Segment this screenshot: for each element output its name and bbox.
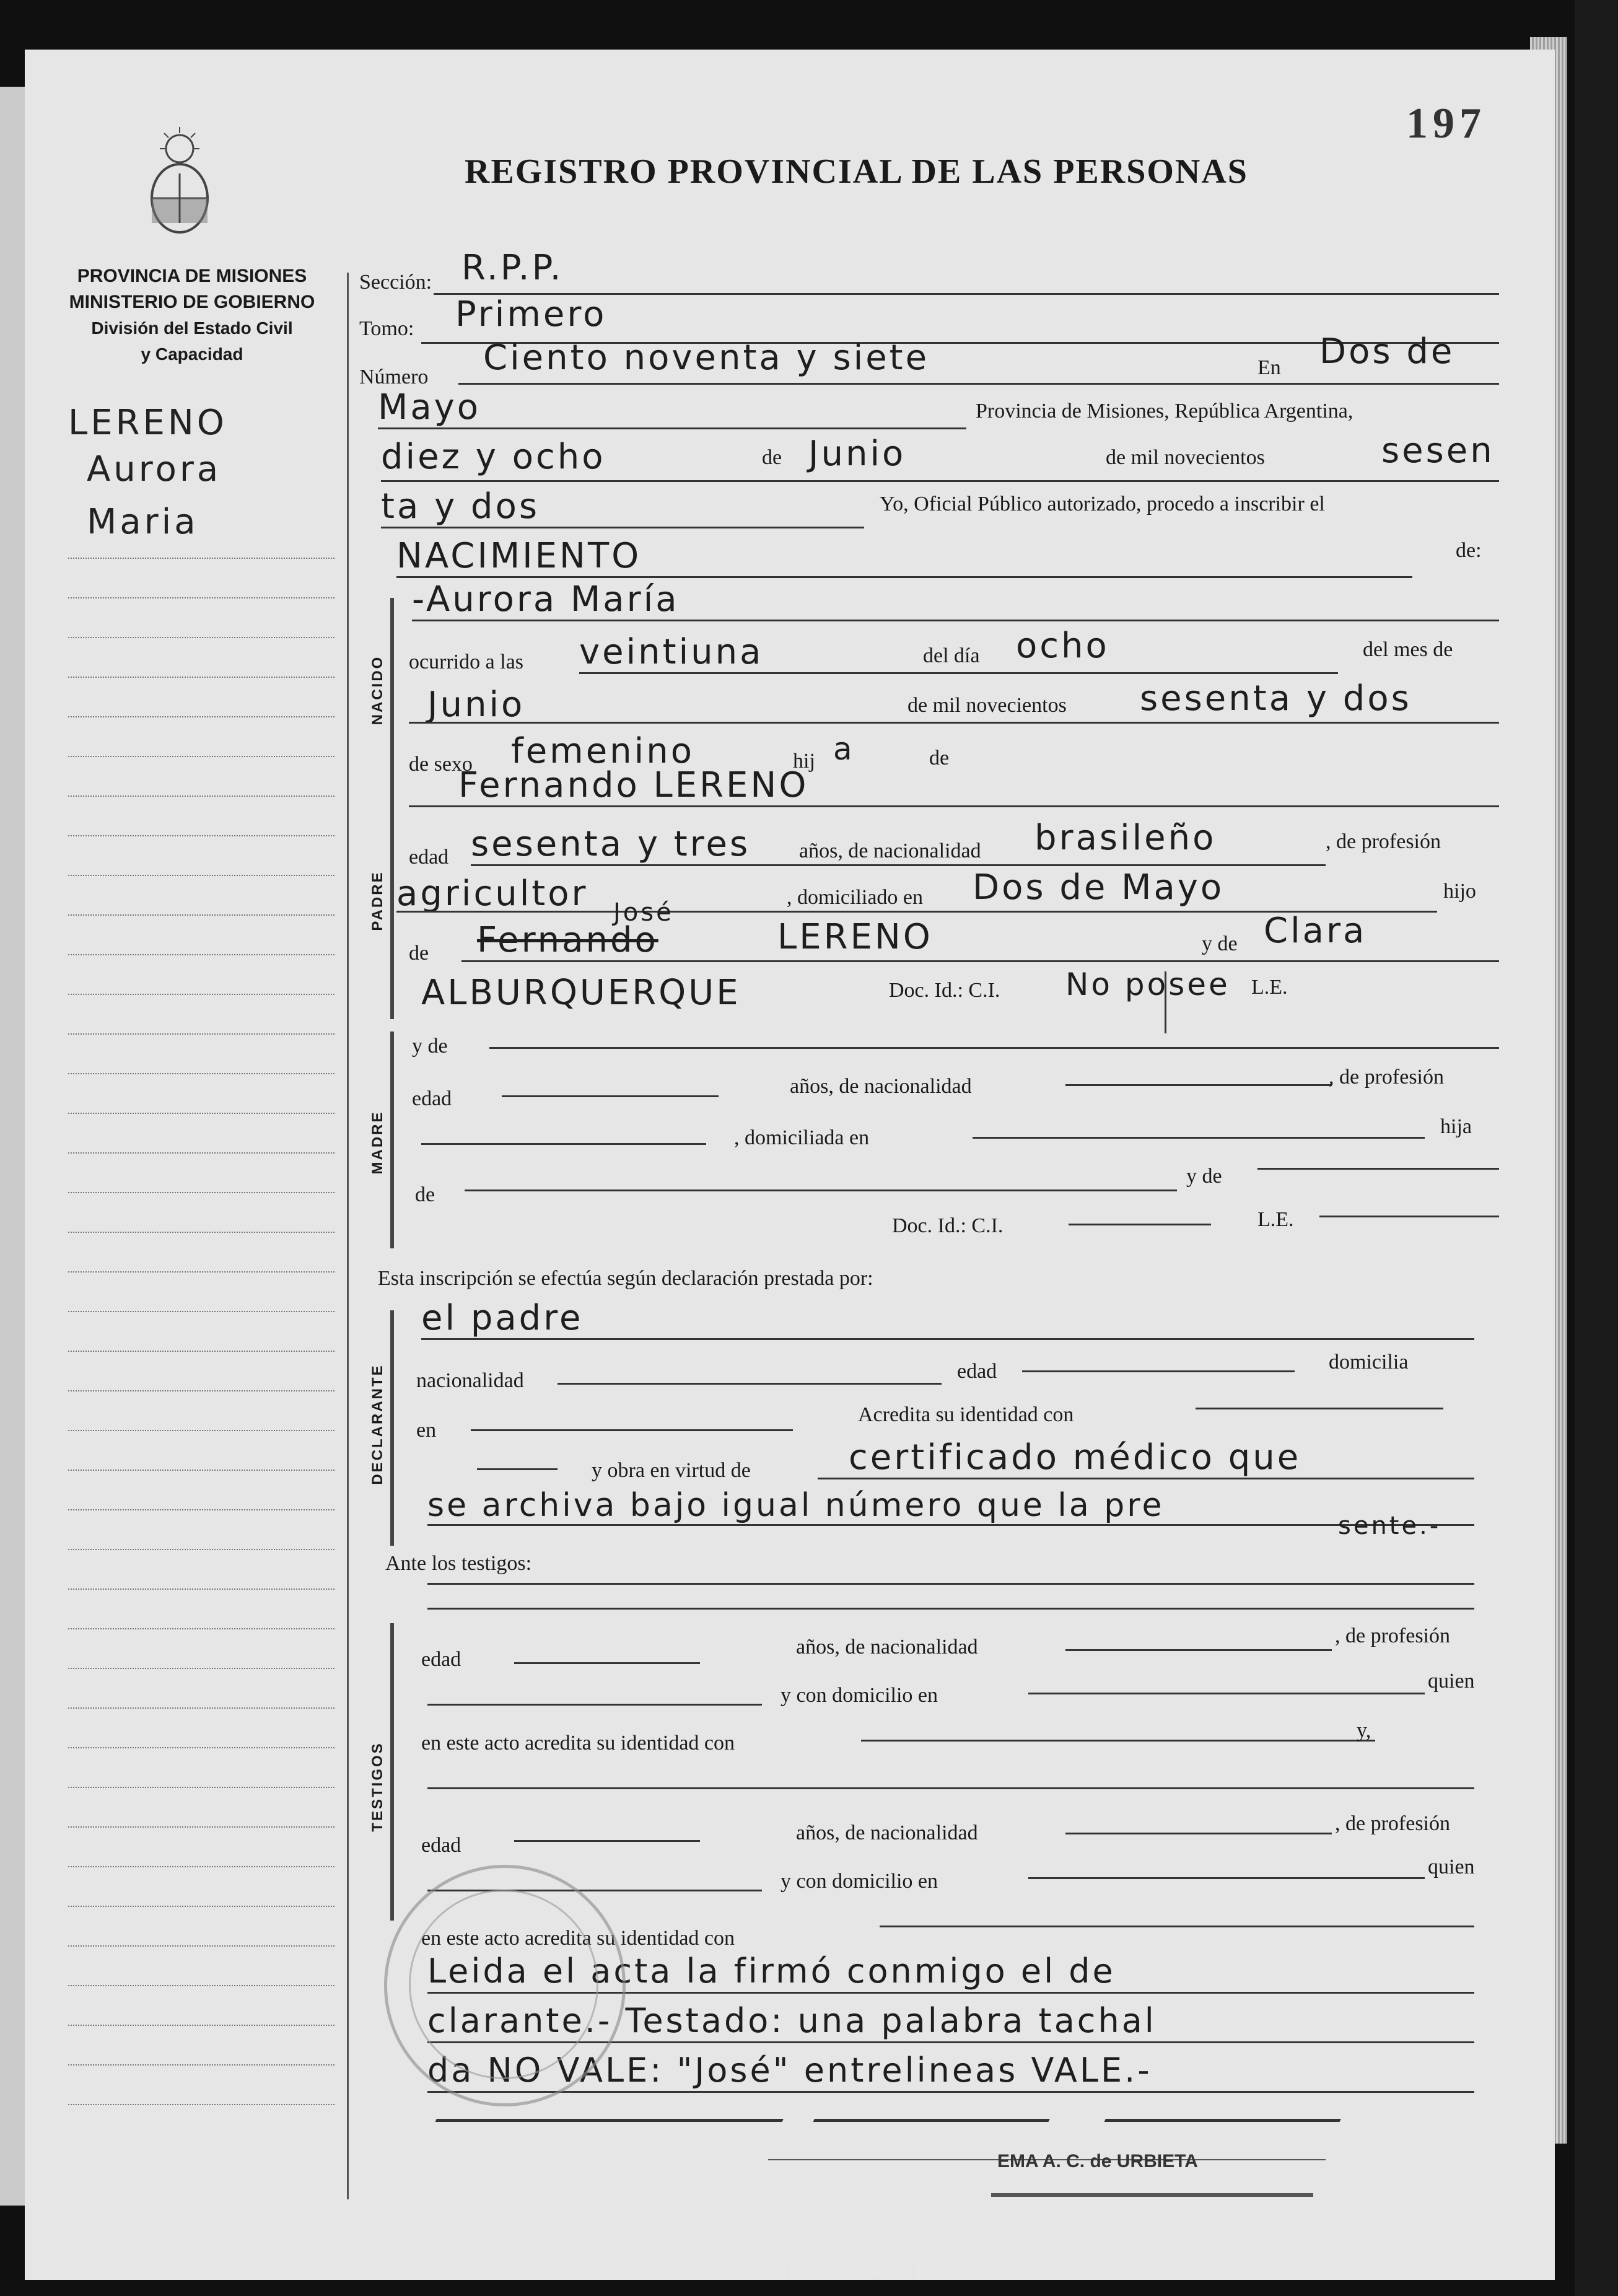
- rule: [396, 576, 1412, 578]
- margin-secondname: Maria: [87, 502, 199, 542]
- rule: [1065, 1649, 1332, 1651]
- t1-acredita-label: en este acto acredita su identidad con: [421, 1732, 735, 1755]
- margin-rule-line: [68, 677, 335, 678]
- margin-rule-line: [68, 795, 335, 797]
- rule: [378, 427, 966, 429]
- father-age: sesenta y tres: [471, 824, 751, 864]
- rule: [471, 1429, 793, 1431]
- hijo-label: hijo: [1443, 880, 1476, 903]
- rule: [1196, 1408, 1443, 1409]
- madre-le-label: L.E.: [1257, 1208, 1294, 1231]
- margin-rule-line: [68, 1271, 335, 1273]
- rule: [409, 722, 1499, 724]
- padre-doc-value: No posee: [1065, 966, 1230, 1002]
- padre-le-label: L.E.: [1251, 976, 1288, 999]
- margin-rule-line: [68, 954, 335, 955]
- birth-month-value: Junio: [427, 685, 525, 725]
- domicilia-label: domicilia: [1329, 1351, 1409, 1374]
- month-value: Junio: [808, 434, 906, 474]
- nacido-section-label: NACIDO: [369, 655, 386, 725]
- issuing-office: [50, 263, 335, 367]
- closing-line1: Leida el acta la firmó conmigo el de: [427, 1952, 1116, 1991]
- org-division: División del Estado Civil: [91, 318, 293, 338]
- rule: [471, 864, 1326, 866]
- margin-rule-line: [68, 1509, 335, 1510]
- t1-domicilio-label: y con domicilio en: [781, 1684, 938, 1707]
- margin-rule-line: [68, 1430, 335, 1431]
- rule: [1028, 1877, 1425, 1879]
- margin-rule-line: [68, 1311, 335, 1312]
- rule: [880, 1926, 1474, 1927]
- margin-rule-line: [68, 1033, 335, 1035]
- margin-rule-line: [68, 1747, 335, 1748]
- margin-rule-line: [68, 1549, 335, 1550]
- nacido-bracket: [390, 598, 394, 784]
- rule: [381, 480, 1499, 482]
- officer-signature: [1104, 2075, 1362, 2122]
- en-label: En: [1257, 356, 1281, 379]
- rule: [421, 1338, 1474, 1340]
- del-mes-label: del mes de: [1363, 638, 1453, 661]
- margin-rule-line: [68, 994, 335, 995]
- margin-rule-line: [68, 1628, 335, 1629]
- rule: [465, 1190, 1177, 1191]
- rule: [514, 1840, 700, 1842]
- madre-y-de-label: y de: [412, 1035, 448, 1058]
- seccion-value: R.P.P.: [461, 248, 564, 288]
- rule: [1022, 1370, 1295, 1372]
- margin-rule-line: [68, 2104, 335, 2105]
- ocurrido-label: ocurrido a las: [409, 651, 524, 673]
- national-seal-icon: [142, 124, 217, 248]
- madre-edad-label: edad: [412, 1087, 452, 1110]
- rule: [458, 383, 1499, 385]
- rule: [514, 1662, 700, 1664]
- father-profession: agricultor: [396, 874, 588, 914]
- rule: [477, 1468, 558, 1470]
- margin-rule-line: [68, 1113, 335, 1114]
- rule: [427, 1787, 1474, 1789]
- org-ministry: MINISTERIO DE GOBIERNO: [69, 292, 315, 312]
- margin-rule-line: [68, 1351, 335, 1352]
- year-value-b: ta y dos: [381, 486, 540, 527]
- nacido-de-label: de: [929, 747, 950, 769]
- declarante-edad-label: edad: [957, 1360, 997, 1383]
- margin-rule-line: [68, 914, 335, 916]
- del-dia-label: del día: [923, 644, 980, 667]
- t1-y-label: y,: [1357, 1719, 1371, 1742]
- grandmother-name: Clara: [1264, 911, 1367, 951]
- t2-anios-label: años, de nacionalidad: [796, 1821, 978, 1844]
- margin-rule-line: [68, 1390, 335, 1391]
- numero-value: Ciento noventa y siete: [483, 338, 930, 378]
- rule: [558, 1383, 942, 1385]
- rule: [489, 1047, 1499, 1049]
- margin-rule-line: [68, 1826, 335, 1828]
- father-domicile: Dos de Mayo: [973, 867, 1225, 908]
- ante-testigos-label: Ante los testigos:: [385, 1552, 532, 1575]
- provincia-text: Provincia de Misiones, República Argentina,: [976, 400, 1353, 423]
- padre-edad-label: edad: [409, 846, 449, 869]
- rule: [579, 672, 1338, 674]
- act-type: NACIMIENTO: [396, 536, 642, 576]
- rule: [502, 1095, 719, 1097]
- birth-year-value: sesenta y dos: [1140, 678, 1412, 719]
- declarante-nacionalidad-label: nacionalidad: [416, 1369, 524, 1392]
- declarante-bracket: [390, 1310, 394, 1546]
- rule: [1257, 1168, 1499, 1170]
- domiciliada-label: , domiciliada en: [734, 1126, 870, 1149]
- margin-rule-line: [68, 1707, 335, 1709]
- madre-section-label: MADRE: [369, 1110, 386, 1175]
- sexo-label: de sexo: [409, 753, 473, 776]
- margin-rule-line: [68, 1470, 335, 1471]
- book-spine: [1575, 0, 1618, 2296]
- page-number: 197: [1406, 100, 1486, 147]
- birth-day-value: ocho: [1016, 626, 1109, 666]
- seccion-label: Sección:: [359, 271, 432, 294]
- rule: [1069, 1224, 1211, 1225]
- margin-rule-line: [68, 1787, 335, 1788]
- padre-de-label: de: [409, 942, 429, 965]
- padre-y-de-label: y de: [1202, 932, 1238, 955]
- rule: [818, 1478, 1474, 1479]
- t2-edad-label: edad: [421, 1834, 461, 1857]
- margin-rule-line: [68, 1945, 335, 1947]
- tomo-value: Primero: [455, 294, 607, 335]
- closing-line3: da NO VALE: "José" entrelineas VALE.-: [427, 2051, 1152, 2090]
- margin-rule-line: [68, 835, 335, 836]
- rule: [427, 1704, 762, 1706]
- rule: [1028, 1693, 1425, 1694]
- officer-stamp-name: EMA A. C. de URBIETA: [997, 2151, 1198, 2171]
- madre-doc-label: Doc. Id.: C.I.: [892, 1214, 1004, 1237]
- grandmother-surname: ALBURQUERQUE: [421, 973, 741, 1013]
- tomo-label: Tomo:: [359, 317, 414, 340]
- margin-rule-line: [68, 1985, 335, 1986]
- madre-profesion-label: , de profesión: [1329, 1066, 1445, 1089]
- day-value: diez y ocho: [381, 437, 606, 477]
- t1-profesion-label: , de profesión: [1335, 1624, 1451, 1647]
- margin-surname: LERENO: [68, 403, 227, 443]
- padre-profesion-label: , de profesión: [1326, 830, 1441, 853]
- inscripcion-text: Esta inscripción se efectúa según declaración prestada por:: [378, 1267, 873, 1290]
- margin-rule-line: [68, 1232, 335, 1233]
- official-stamp-inner-icon: [409, 1890, 598, 2079]
- t1-anios-label: años, de nacionalidad: [796, 1636, 978, 1658]
- margin-rule-line: [68, 1588, 335, 1590]
- margin-rule-line: [68, 637, 335, 638]
- grandfather-struck: Fernando: [477, 920, 658, 960]
- declarant-signature: [435, 2075, 804, 2122]
- margin-rule-line: [68, 2025, 335, 2026]
- declarante-section-label: DECLARANTE: [369, 1364, 386, 1485]
- margin-rule-line: [68, 875, 335, 876]
- padre-doc-label: Doc. Id.: C.I.: [889, 979, 1000, 1002]
- madre-de-label: de: [415, 1183, 435, 1206]
- declarante-value: el padre: [421, 1298, 584, 1338]
- rule: [427, 1608, 1474, 1610]
- rule: [427, 1524, 1474, 1526]
- father-nationality: brasileño: [1034, 818, 1217, 858]
- de-mil-label: de mil novecientos: [907, 694, 1067, 717]
- t2-acredita-label: en este acto acredita su identidad con: [421, 1927, 735, 1950]
- testigos-section-label: TESTIGOS: [369, 1742, 386, 1832]
- rule: [1065, 1833, 1332, 1834]
- numero-label: Número: [359, 366, 429, 388]
- org-province: PROVINCIA DE MISIONES: [77, 266, 307, 286]
- witness-signature: [813, 2075, 1070, 2122]
- madre-bracket: [390, 1032, 394, 1248]
- obra-line1: certificado médico que: [849, 1437, 1301, 1478]
- margin-rule-line: [68, 1192, 335, 1193]
- margin-rule-line: [68, 1866, 335, 1867]
- grandfather-surname: LERENO: [777, 917, 933, 957]
- t2-domicilio-label: y con domicilio en: [781, 1870, 938, 1893]
- margin-rule-line: [68, 1073, 335, 1074]
- doc-stroke: [1165, 971, 1168, 1033]
- rule: [461, 960, 1499, 962]
- rule: [381, 527, 864, 528]
- stamp-smudge: [991, 2193, 1313, 2197]
- obra-label: y obra en virtud de: [592, 1459, 751, 1482]
- padre-section-label: PADRE: [369, 870, 386, 931]
- hij-suffix: a: [833, 731, 855, 767]
- declarante-acredita-label: Acredita su identidad con: [858, 1403, 1074, 1426]
- rule: [973, 1137, 1425, 1139]
- rule: [409, 805, 1499, 807]
- de-label: de: [762, 446, 782, 469]
- margin-rule-line: [68, 716, 335, 717]
- padre-bracket: [390, 784, 394, 1019]
- margin-rule-line: [68, 2064, 335, 2066]
- padre-anios-label: años, de nacionalidad: [799, 839, 981, 862]
- hij-label: hij: [793, 750, 815, 773]
- place-value-a: Dos de: [1319, 331, 1455, 372]
- column-divider: [347, 273, 349, 2199]
- madre-anios-label: años, de nacionalidad: [790, 1075, 972, 1098]
- year-value-a: sesen: [1381, 431, 1495, 471]
- org-capacity: y Capacidad: [141, 344, 243, 364]
- closing-line2: clarante.- Testado: una palabra tachal: [427, 2001, 1157, 2040]
- rule: [412, 620, 1499, 621]
- place-value-b: Mayo: [378, 387, 481, 427]
- father-name: Fernando LERENO: [458, 765, 809, 805]
- rule: [861, 1740, 1375, 1742]
- margin-rule-line: [68, 1152, 335, 1154]
- page-title: REGISTRO PROVINCIAL DE LAS PERSONAS: [465, 152, 1248, 191]
- t2-profesion-label: , de profesión: [1335, 1812, 1451, 1835]
- de-colon-label: de:: [1456, 539, 1482, 562]
- testigos-bracket: [390, 1623, 394, 1921]
- domiciliado-label: , domiciliado en: [787, 886, 924, 909]
- grandfather-interlined: José: [613, 898, 674, 927]
- obra-line2: se archiva bajo igual número que la pre: [427, 1487, 1165, 1524]
- margin-rule-line: [68, 756, 335, 757]
- oficial-text: Yo, Oficial Público autorizado, procedo a inscribir el: [880, 493, 1325, 515]
- year-text: de mil novecientos: [1106, 446, 1265, 469]
- nacido-name: -Aurora María: [412, 579, 680, 620]
- declarante-en-label: en: [416, 1419, 437, 1442]
- margin-rule-line: [68, 1668, 335, 1669]
- hija-label: hija: [1440, 1115, 1472, 1138]
- obra-line3: sente.-: [1338, 1512, 1441, 1540]
- margin-firstname: Aurora: [87, 449, 222, 489]
- rule: [421, 1143, 706, 1145]
- t1-quien-label: quien: [1428, 1670, 1475, 1693]
- rule: [427, 1583, 1474, 1585]
- margin-rule-line: [68, 1906, 335, 1907]
- rule: [1065, 1084, 1332, 1086]
- hour-value: veintiuna: [579, 632, 764, 672]
- margin-rule-line: [68, 558, 335, 559]
- sexo-value: femenino: [511, 731, 694, 771]
- t2-quien-label: quien: [1428, 1856, 1475, 1878]
- scan-identifier: 02_010724000206-045051: [694, 2264, 924, 2283]
- t1-edad-label: edad: [421, 1648, 461, 1671]
- margin-rule-line: [68, 597, 335, 598]
- rule: [1319, 1216, 1499, 1217]
- madre-y-de2-label: y de: [1186, 1165, 1222, 1188]
